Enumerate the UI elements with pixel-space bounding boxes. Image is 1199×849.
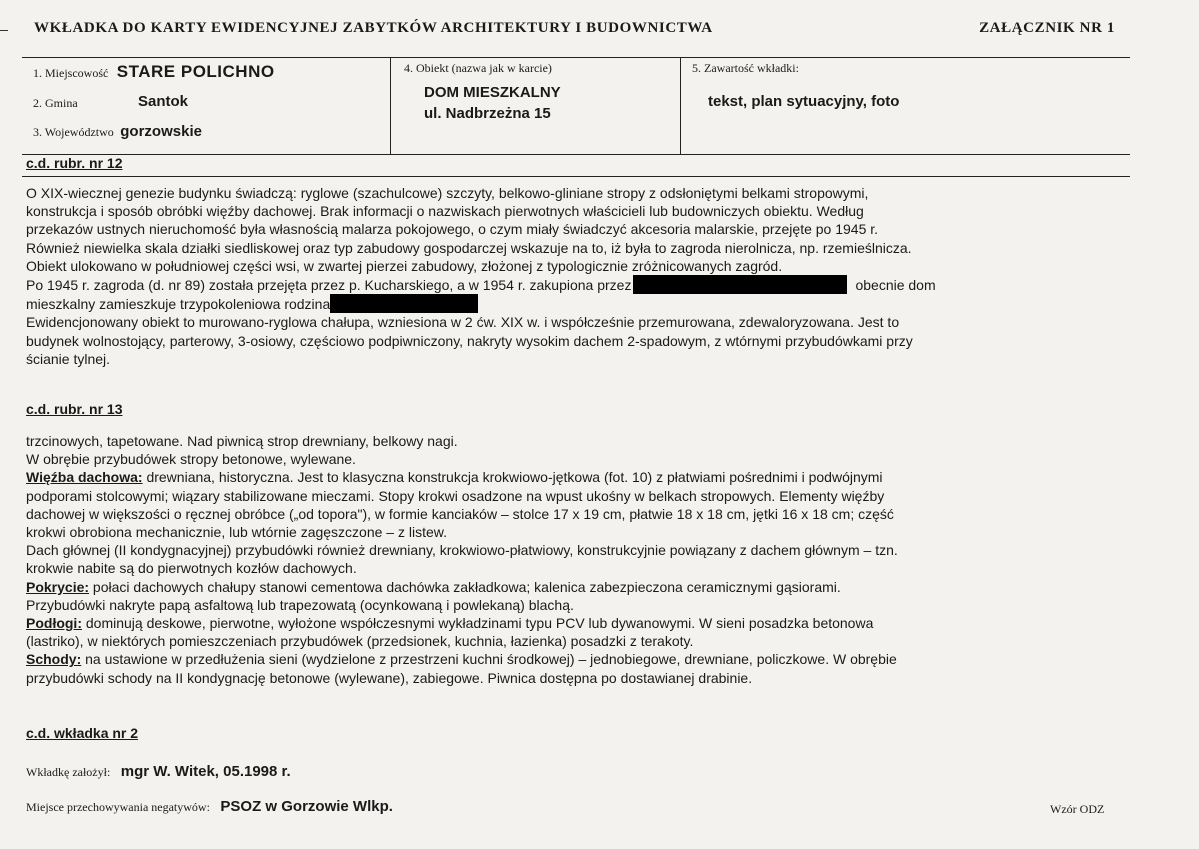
field-object-label: 4. Obiekt (nazwa jak w karcie)	[404, 61, 552, 75]
box-bottom-line	[22, 154, 1130, 155]
section-12-body	[26, 184, 1136, 368]
roof-truss-label: Więźba dachowa:	[26, 469, 143, 486]
text-line: W obrębie przybudówek stropy betonowe, wylewane.	[26, 451, 356, 468]
text-line: przybudówki schody na II kondygnację betonowe (wylewane), zabiegowe. Piwnica dostępna po dostawianej drabinie.	[26, 669, 753, 686]
text-line: ścianie tylnej.	[26, 350, 111, 367]
storage-label: Miejsce przechowywania negatywów:	[26, 800, 210, 814]
field-locality-value: STARE POLICHNO	[116, 62, 275, 81]
field-voivodeship	[33, 123, 202, 141]
section-13-heading: c.d. rubr. nr 13	[26, 401, 123, 417]
text-line	[26, 275, 1136, 294]
storage-value: PSOZ w Gorzowie Wlkp.	[220, 798, 393, 815]
text-line: podporami stolcowymi; wiązary stabilizowane mieczami. Stopy krokwi osadzone na wpust ukośny w belkach stropowych. Elementy więźby	[26, 487, 885, 504]
field-voivodeship-value: gorzowskie	[120, 123, 202, 140]
author-label: Wkładkę założył:	[26, 765, 111, 779]
text-line: przekazów ustnych nieruchomość była własnością malarza pokojowego, o czym miały świadczyć akcesoria malarskie, przejęte po 1945 r.	[26, 221, 879, 238]
field-commune	[33, 94, 78, 112]
section-12-heading: c.d. rubr. nr 12	[26, 155, 123, 171]
text-line-part: dominują deskowe, pierwotne, wyłożone współczesnymi wykładzinami typu PCV lub dywanowymi. W sieni posadzka betonowa	[82, 615, 874, 632]
text-line	[26, 650, 1136, 668]
text-line: Przybudówki nakryte papą asfaltową lub trapezowatą (ocynkowaną i powlekaną) blachą.	[26, 596, 574, 613]
text-line	[26, 294, 1136, 313]
roofing-label: Pokrycie:	[26, 578, 90, 595]
text-line-part: na ustawione w przedłużenia sieni (wydzielone z przestrzeni kuchni środkowej) – jednobiegowe, drewniane, policzkowe. W obrębie	[81, 651, 897, 668]
storage-row	[26, 798, 393, 816]
document-title: WKŁADKA DO KARTY EWIDENCYJNEJ ZABYTKÓW ARCHITEKTURY I BUDOWNICTWA	[34, 20, 713, 36]
text-line: Ewidencjonowany obiekt to murowano-ryglowa chałupa, wzniesiona w 2 ćw. XIX w. i współcześnie przemurowana, zdewaloryzowana. Jest to	[26, 314, 900, 331]
text-line-part: Po 1945 r. zagroda (d. nr 89) została przejęta przez p. Kucharskiego, a w 1954 r. zakupiona przez	[26, 277, 632, 294]
text-line: Dach głównej (II kondygnacyjnej) przybudówki również drewniany, krokwiowo-płatwiowy, konstrukcyjnie powiązany z dachem głównym – tzn.	[26, 542, 898, 559]
text-line: O XIX-wiecznej genezie budynku świadczą: ryglowe (szachulcowe) szczyty, belkowo-gliniane stropy z odsłoniętymi belkami stropowymi,	[26, 185, 869, 201]
box-divider-1	[390, 57, 391, 154]
text-line: krokwie nabite są do pierwotnych kozłów dachowych.	[26, 560, 357, 577]
text-line: trzcinowych, tapetowane. Nad piwnicą strop drewniany, belkowy nagi.	[26, 433, 458, 449]
author-value: mgr W. Witek, 05.1998 r.	[120, 763, 291, 780]
text-line: (lastriko), w niektórych pomieszczeniach przybudówek (przedsionek, kuchnia, łazienka) posadzki z terakoty.	[26, 633, 694, 650]
text-line: krokwi obrobiona mechanicznie, lub wtórnie zagęszczone – z listew.	[26, 524, 447, 541]
text-line: dachowej w większości o ręcznej obróbce („od topora"), w formie kanciaków – stolce 17 x 19 cm, płatwie 18 x 18 cm, jętki 16 x 18 cm; część	[26, 505, 894, 522]
stairs-label: Schody:	[26, 651, 82, 668]
box-top-line	[22, 57, 1130, 58]
text-line: Również niewielka skala działki siedliskowej oraz typ zabudowy gospodarczej wskazuje na to, iż była to zagroda nierolnicza, np. rzemieślnicza.	[26, 239, 912, 256]
box-divider-2	[680, 57, 681, 154]
insert-heading: c.d. wkładka nr 2	[26, 725, 139, 741]
field-voivodeship-label: 3. Województwo	[33, 125, 114, 139]
field-contents-label: 5. Zawartość wkładki:	[692, 61, 799, 75]
template-label: Wzór ODZ	[1050, 802, 1105, 816]
redaction-block	[330, 294, 478, 313]
text-line-part: obecnie dom	[855, 277, 936, 294]
field-object-value-2: ul. Nadbrzeżna 15	[424, 105, 551, 122]
text-line: konstrukcja i sposób obróbki więźby dachowej. Brak informacji o nazwiskach pierwotnych właścicieli lub budowniczych obiektu. Według	[26, 203, 864, 220]
section-12-rule	[22, 176, 1130, 177]
text-line-part: drewniana, historyczna. Jest to klasyczna konstrukcja krokwiowo-jętkowa (fot. 10) z płatwiami pośrednimi i podwójnymi	[142, 469, 883, 486]
field-object-value-1: DOM MIESZKALNY	[424, 84, 561, 101]
text-line-part: połaci dachowych chałupy stanowi cementowa dachówka zakładkowa; kalenica zabezpieczona ceramicznymi gąsiorami.	[89, 578, 841, 595]
redaction-block	[633, 275, 847, 294]
margin-mark	[0, 30, 8, 31]
author-row	[26, 763, 291, 781]
field-commune-label: 2. Gmina	[33, 96, 78, 110]
section-13-body	[26, 432, 1136, 687]
field-contents-value: tekst, plan sytuacyjny, foto	[708, 93, 900, 110]
text-line-part: mieszkalny zamieszkuje trzypokoleniowa rodzina	[26, 296, 331, 313]
field-locality-label: 1. Miejscowość	[33, 66, 109, 80]
text-line: Obiekt ulokowano w południowej części wsi, w zwartej pierzei zabudowy, złożonej z typologicznie zróżnicowanych zagród.	[26, 257, 783, 274]
field-commune-value: Santok	[138, 93, 189, 110]
field-locality	[33, 62, 275, 82]
floors-label: Podłogi:	[26, 615, 82, 632]
text-line	[26, 578, 1136, 596]
text-line: budynek wolnostojący, parterowy, 3-osiowy, częściowo podpiwniczony, nakryty wysokim dachem 2-spadowym, z wtórnymi przybudówkami przy	[26, 332, 913, 349]
text-line	[26, 468, 1136, 486]
annex-label: ZAŁĄCZNIK NR 1	[979, 20, 1115, 36]
text-line	[26, 614, 1136, 632]
